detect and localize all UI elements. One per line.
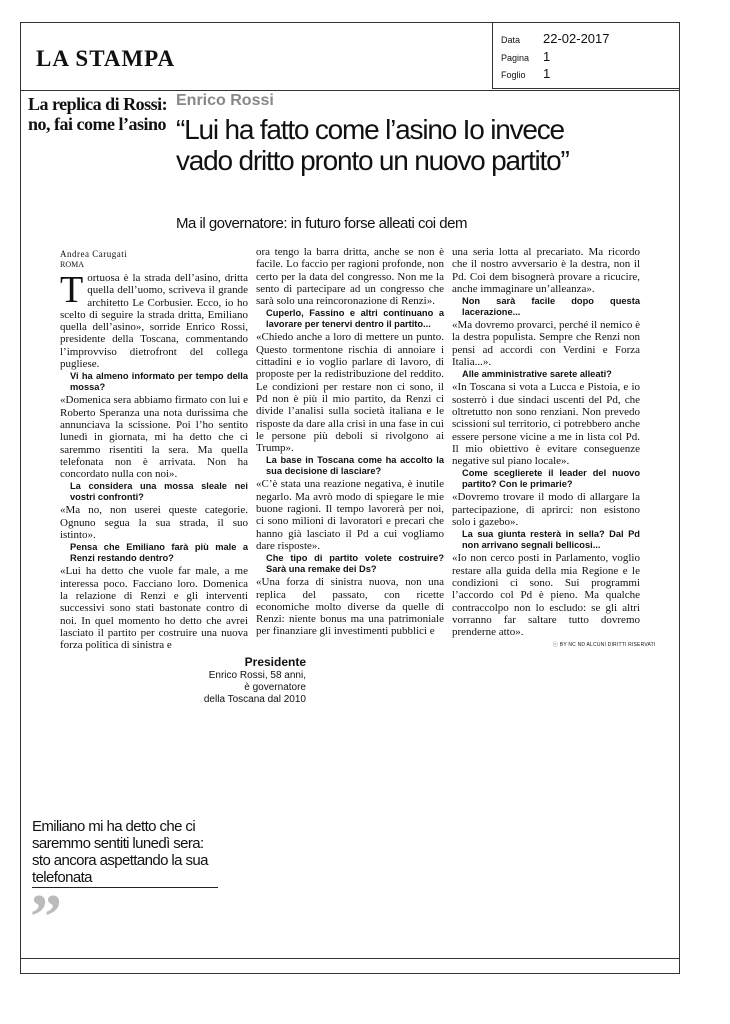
byline: Andrea Carugati [60, 249, 128, 259]
caption-line-3: della Toscana dal 2010 [203, 694, 306, 705]
paragraph: «Domenica sera abbiamo firmato con lui e Roberto Speranza una nota durissima che annunciava la scissione. Poi l’ho sentito lunedì in giornata, mi ha detto che ci saremmo risentiti la sera. Ma quella telefonata non è arrivata. Non ha concordato nulla con noi». [60, 394, 248, 481]
dateline-city: ROMA [60, 260, 85, 269]
data-value: 22-02-2017 [543, 31, 610, 46]
pagina-value: 1 [543, 49, 551, 64]
data-label: Data [501, 35, 521, 45]
author-name: Enrico Rossi [176, 92, 274, 109]
paragraph: «In Toscana si vota a Lucca e Pistoia, e io sosterrò i due sindaci uscenti del Pd, che oltretutto non sono renziani. Non prevedo scissioni sul territorio, ci potrebbero anche essere persone vicine a me in lista col Pd. Il mio obiettivo è evitare conseguenze negative sul piano locale». [452, 381, 640, 468]
interview-question: Come sceglierete il leader del nuovo partito? Con le primarie? [462, 468, 640, 490]
dropcap: T [60, 269, 84, 311]
paragraph: «Io non cerco posti in Parlamento, voglio restare alla guida della mia Regione e le condizioni ci sono. Sui programmi l’accordo col Pd è pieno. Ma qualche contraccolpo non lo escludo: se gli altri vorranno far saltare tutto dovremo prenderne atto». [452, 552, 640, 639]
caption-line-2: è governatore [244, 682, 306, 693]
caption-line-1: Enrico Rossi, 58 anni, [208, 670, 306, 681]
subheadline: Ma il governatore: in futuro forse alleati coi dem [176, 215, 467, 232]
interview-question: Pensa che Emiliano farà più male a Renzi restando dentro? [70, 542, 248, 564]
paragraph: «Ma no, non userei queste categorie. Ognuno segua la sua strada, il suo istinto». [60, 504, 248, 542]
interview-question: Che tipo di partito volete costruire? Sarà una remake dei Ds? [266, 553, 444, 575]
headline: “Lui ha fatto come l’asino Io invece vado dritto pronto un nuovo partito” [176, 114, 569, 176]
paragraph: «Ma dovremo provarci, perché il nemico è la destra populista. Sempre che Renzi non pensi ad accordi con Verdini e Forza Italia...». [452, 319, 640, 369]
meta-box [492, 22, 679, 89]
paragraph: «Chiedo anche a loro di mettere un punto. Questo tormentone rischia di annoiare i cittadini e io voglio parlare di lavoro, di proposte per la redistribuzione del reddito. Le condizioni per restare non ci sono, il Pd non è più il mio partito, da Renzi ci divide l’analisi sulla società italiana e le risposte da dare alla crisi in una fase in cui le persone più deboli si rivolgono ai Trump». [256, 331, 444, 455]
paragraph: «Dovremo trovare il modo di allargare la partecipazione, di aprirci: non esistono solo i gazebo». [452, 491, 640, 529]
interview-question: Vi ha almeno informato per tempo della mossa? [70, 371, 248, 393]
caption-title: Presidente [244, 655, 306, 669]
article-column-1 [60, 269, 248, 652]
photo-caption [190, 656, 306, 706]
masthead-logo: LA STAMPA [36, 46, 176, 71]
interview-question: Cuperlo, Fassino e altri continuano a lavorare per tenervi dentro il partito... [266, 308, 444, 330]
kicker: La replica di Rossi: no, fai come l’asino [28, 94, 168, 134]
paragraph: ora tengo la barra dritta, anche se non è facile. Lo faccio per ragioni profonde, non certo per la data del congresso. Non me la sento di partecipare ad un congresso che sarà solo una reincoronazione di Renzi». [256, 246, 444, 308]
interview-question: La base in Toscana come ha accolto la sua decisione di lasciare? [266, 455, 444, 477]
paragraph: «Lui ha detto che vuole far male, a me interessa poco. Facciano loro. Domenica la relazione di Renzi e gli interventi successivi sono stati bastonate contro di noi. In quel momento ho detto che avrei lasciato il partito per costruire una nuova forza politica di sinistra e [60, 565, 248, 652]
quote-mark-icon: ” [30, 881, 62, 952]
rights-text: BY NC ND ALCUNI DIRITTI RISERVATI [559, 642, 656, 648]
pagina-label: Pagina [501, 53, 530, 63]
paragraph: Tortuosa è la strada dell’asino, dritta quella dell’uomo, scriveva il grande architetto Le Corbusier. Ecco, io ho scelto di seguire la strada dritta, Emiliano quella dell’asino», sorride Enrico Rossi, presidente della Toscana, commentando l’improvviso dietrofront del collega pugliese. [60, 269, 248, 371]
article-column-2 [256, 246, 444, 638]
rights-notice: ⓒ BY NC ND ALCUNI DIRITTI RISERVATI [553, 642, 656, 648]
header-divider [20, 90, 680, 91]
footer-divider [20, 958, 680, 959]
pull-quote: Emiliano mi ha detto che ci saremmo sentiti lunedì sera: sto ancora aspettando la sua telefonata [32, 818, 208, 886]
interview-question: Non sarà facile dopo questa lacerazione... [462, 296, 640, 318]
paragraph: «C’è stata una reazione negativa, è inutile negarlo. Ma avrò modo di spiegare le mie buone ragioni. Il tempo lavorerà per noi, ci sono milioni di lavoratori e precari che hanno già lasciato il Pd a cui vogliamo dare risposte». [256, 478, 444, 552]
interview-question: La considera una mossa sleale nei vostri confronti? [70, 481, 248, 503]
article-column-3 [452, 246, 640, 638]
paragraph: una seria lotta al precariato. Ma ricordo che il nostro avversario è la destra, non il Pd. Coi dem bisognerà provare a ricucire, anche immaginare un’alleanza». [452, 246, 640, 295]
interview-question: Alle amministrative sarete alleati? [462, 369, 612, 380]
interview-question: La sua giunta resterà in sella? Dal Pd non arrivano segnali bellicosi... [462, 529, 640, 551]
foglio-value: 1 [543, 66, 551, 81]
paragraph: «Una forza di sinistra nuova, non una replica del passato, con ricette economiche molto diverse da quelle di Renzi: niente bonus ma una patrimoniale per finanziare gli investimenti pubblici e [256, 576, 444, 638]
foglio-label: Foglio [501, 70, 526, 80]
